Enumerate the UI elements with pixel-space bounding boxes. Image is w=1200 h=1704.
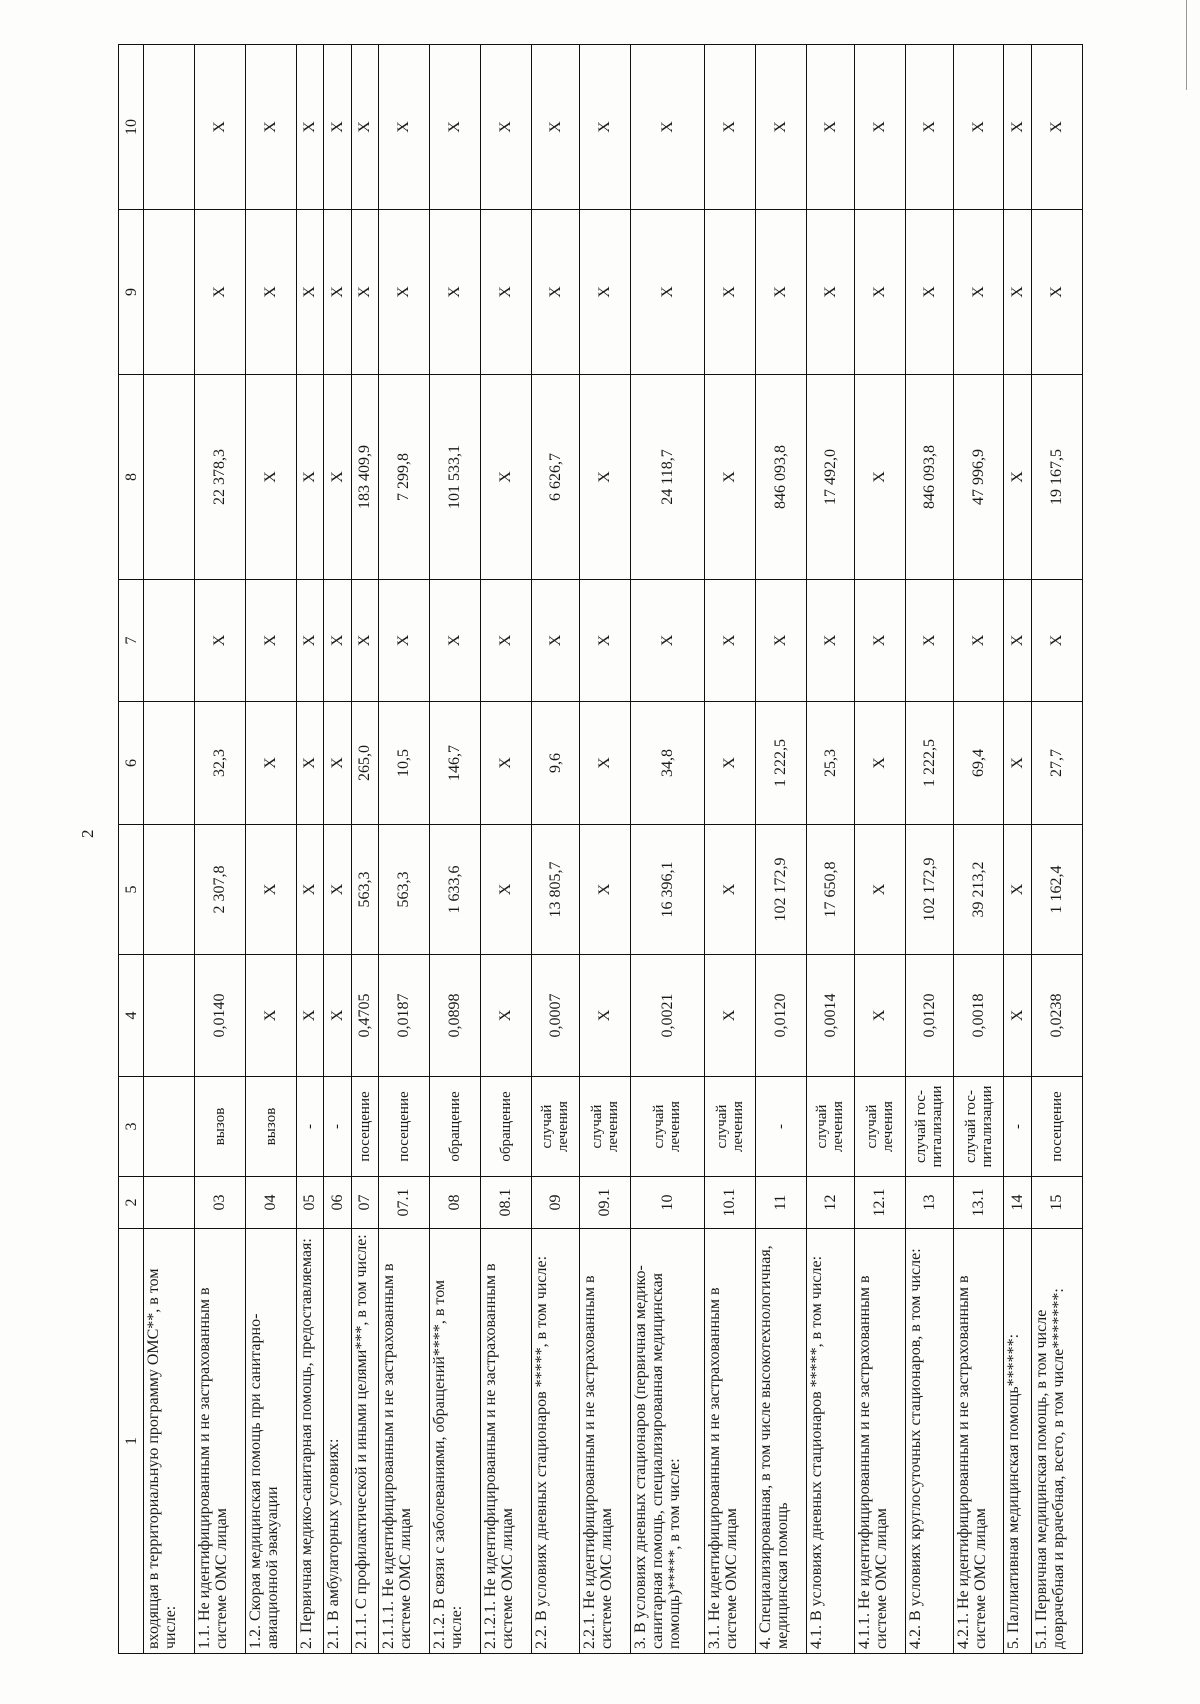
table-cell: 0,0898 xyxy=(429,955,480,1077)
table-cell: 22 378,3 xyxy=(194,375,245,580)
table-cell: Х xyxy=(324,45,351,210)
table-cell: Х xyxy=(296,825,323,955)
table-cell: 10 xyxy=(630,1177,704,1229)
table-cell xyxy=(144,210,195,375)
table-cell: 27,7 xyxy=(1031,702,1082,825)
table-cell: 2 307,8 xyxy=(194,825,245,955)
table-cell: Х xyxy=(379,210,430,375)
table-cell: 102 172,9 xyxy=(755,825,806,955)
table-cell: Х xyxy=(429,210,480,375)
table-cell: 2.1.1.1. Не идентифицированным и не застрахованным в системе ОМС лицам xyxy=(379,1229,430,1654)
table-cell: Х xyxy=(579,580,630,702)
table-cell: Х xyxy=(579,210,630,375)
table-cell: Х xyxy=(854,375,905,580)
table-cell: - xyxy=(1004,1077,1031,1177)
page-number: 2 xyxy=(78,829,97,838)
table-row xyxy=(480,45,531,1654)
table-cell: Х xyxy=(704,210,755,375)
table-row xyxy=(144,45,195,1654)
column-header: 4 xyxy=(119,955,144,1077)
table-cell: обращение xyxy=(480,1077,531,1177)
table-row xyxy=(755,45,806,1654)
table-row xyxy=(324,45,351,1654)
table-cell: обращение xyxy=(429,1077,480,1177)
table-cell: 146,7 xyxy=(429,702,480,825)
table-cell: Х xyxy=(579,702,630,825)
table-cell: 0,0007 xyxy=(531,955,579,1077)
table-cell: Х xyxy=(324,210,351,375)
table-cell: 5.1. Первичная медицинская помощь, в том числе доврачебная и врачебная, всего, в том числе*******: xyxy=(1031,1229,1082,1654)
table-cell: Х xyxy=(296,210,323,375)
table-cell: 05 xyxy=(296,1177,323,1229)
table-cell xyxy=(144,702,195,825)
table-cell: 1 633,6 xyxy=(429,825,480,955)
table-cell: Х xyxy=(905,580,953,702)
table-cell: посещение xyxy=(351,1077,378,1177)
table-cell: Х xyxy=(704,375,755,580)
table-cell: Х xyxy=(480,45,531,210)
table-cell: 17 650,8 xyxy=(806,825,854,955)
table-cell: 0,0120 xyxy=(905,955,953,1077)
table-cell: 47 996,9 xyxy=(953,375,1004,580)
table-cell: Х xyxy=(480,955,531,1077)
table-cell: Х xyxy=(854,210,905,375)
table-cell: 4.2.1. Не идентифицированным и не застрахованным в системе ОМС лицам xyxy=(953,1229,1004,1654)
table-cell: случай лечения xyxy=(531,1077,579,1177)
table-row xyxy=(351,45,378,1654)
table-cell: 1 162,4 xyxy=(1031,825,1082,955)
table-cell: 101 533,1 xyxy=(429,375,480,580)
table-cell: 34,8 xyxy=(630,702,704,825)
table-cell: 3.1. Не идентифицированным и не застрахованным в системе ОМС лицам xyxy=(704,1229,755,1654)
table-cell: Х xyxy=(1031,45,1082,210)
table-cell: 0,4705 xyxy=(351,955,378,1077)
table-cell: Х xyxy=(755,580,806,702)
table-cell: Х xyxy=(245,702,296,825)
table-cell: Х xyxy=(905,45,953,210)
table-cell: 1.2. Скорая медицинская помощь при санитарно-авиационной эвакуации xyxy=(245,1229,296,1654)
table-cell: Х xyxy=(480,825,531,955)
table-cell: 69,4 xyxy=(953,702,1004,825)
table-cell: Х xyxy=(806,45,854,210)
table-cell: Х xyxy=(854,825,905,955)
table-cell: Х xyxy=(1004,45,1031,210)
table-cell: Х xyxy=(531,580,579,702)
table-cell: 2.1. В амбулаторных условиях: xyxy=(324,1229,351,1654)
table-cell: - xyxy=(324,1077,351,1177)
table-cell xyxy=(144,955,195,1077)
table-cell: случай лечения xyxy=(806,1077,854,1177)
table-cell: Х xyxy=(854,955,905,1077)
table-row xyxy=(245,45,296,1654)
table-row xyxy=(579,45,630,1654)
table-cell: Х xyxy=(1004,825,1031,955)
table-cell: Х xyxy=(351,210,378,375)
table-cell: Х xyxy=(296,375,323,580)
table-cell: Х xyxy=(953,45,1004,210)
table-cell: Х xyxy=(1004,210,1031,375)
table-cell: 13 805,7 xyxy=(531,825,579,955)
table-cell: Х xyxy=(245,210,296,375)
table-row xyxy=(806,45,854,1654)
table-cell: Х xyxy=(630,210,704,375)
table-cell: 19 167,5 xyxy=(1031,375,1082,580)
table-cell: 03 xyxy=(194,1177,245,1229)
table-cell: Х xyxy=(296,955,323,1077)
rotated-table-sheet xyxy=(118,45,1083,1654)
table-row xyxy=(953,45,1004,1654)
table-cell: 14 xyxy=(1004,1177,1031,1229)
table-cell: 12.1 xyxy=(854,1177,905,1229)
table-cell: Х xyxy=(531,210,579,375)
table-cell: Х xyxy=(854,702,905,825)
column-header: 3 xyxy=(119,1077,144,1177)
table-cell: Х xyxy=(296,45,323,210)
table-cell: случай лечения xyxy=(579,1077,630,1177)
table-cell: Х xyxy=(755,45,806,210)
table-cell: 09.1 xyxy=(579,1177,630,1229)
table-cell: 2.1.1. С профилактической и иными целями***, в том числе: xyxy=(351,1229,378,1654)
table-cell: Х xyxy=(324,702,351,825)
table-cell: Х xyxy=(704,45,755,210)
table-cell: Х xyxy=(806,210,854,375)
table-cell: Х xyxy=(630,580,704,702)
table-cell: посещение xyxy=(1031,1077,1082,1177)
table-cell: Х xyxy=(579,375,630,580)
table-cell: 6 626,7 xyxy=(531,375,579,580)
table-cell: случай лечения xyxy=(630,1077,704,1177)
table-cell: Х xyxy=(704,702,755,825)
column-header: 10 xyxy=(119,45,144,210)
table-cell: вызов xyxy=(245,1077,296,1177)
table-cell: 4. Специализированная, в том числе высокотехнологичная, медицинская помощь xyxy=(755,1229,806,1654)
table-cell: Х xyxy=(905,210,953,375)
table-cell: 0,0021 xyxy=(630,955,704,1077)
table-cell: случай гос-питализации xyxy=(953,1077,1004,1177)
scan-edge-mark xyxy=(1186,0,1187,90)
column-header: 8 xyxy=(119,375,144,580)
table-cell: Х xyxy=(379,580,430,702)
column-header: 9 xyxy=(119,210,144,375)
table-cell: 09 xyxy=(531,1177,579,1229)
table-cell: 2.2.1. Не идентифицированным и не застрахованным в системе ОМС лицам xyxy=(579,1229,630,1654)
column-header: 5 xyxy=(119,825,144,955)
table-cell: Х xyxy=(324,825,351,955)
table-cell: Х xyxy=(379,45,430,210)
table-cell: Х xyxy=(953,210,1004,375)
table-cell: Х xyxy=(579,45,630,210)
table-cell: 7 299,8 xyxy=(379,375,430,580)
table-cell: 563,3 xyxy=(379,825,430,955)
table-cell: Х xyxy=(1031,210,1082,375)
table-cell: Х xyxy=(579,825,630,955)
table-cell: Х xyxy=(324,955,351,1077)
table-cell: Х xyxy=(480,702,531,825)
table-row xyxy=(429,45,480,1654)
table-cell: Х xyxy=(245,955,296,1077)
table-cell: 2. Первичная медико-санитарная помощь, предоставляемая: xyxy=(296,1229,323,1654)
table-cell: 9,6 xyxy=(531,702,579,825)
table-cell xyxy=(144,1177,195,1229)
table-cell: посещение xyxy=(379,1077,430,1177)
table-cell: 183 409,9 xyxy=(351,375,378,580)
table-cell: 12 xyxy=(806,1177,854,1229)
table-cell: 04 xyxy=(245,1177,296,1229)
table-cell xyxy=(144,375,195,580)
table-cell: Х xyxy=(1031,580,1082,702)
table-cell: 10,5 xyxy=(379,702,430,825)
table-cell: случай гос-питализации xyxy=(905,1077,953,1177)
table-cell: 0,0018 xyxy=(953,955,1004,1077)
table-cell: Х xyxy=(1004,955,1031,1077)
table-cell: 08 xyxy=(429,1177,480,1229)
table-cell: 13 xyxy=(905,1177,953,1229)
table-header-row xyxy=(119,45,144,1654)
table-row xyxy=(905,45,953,1654)
table-row xyxy=(1031,45,1082,1654)
column-header: 2 xyxy=(119,1177,144,1229)
table-cell: 102 172,9 xyxy=(905,825,953,955)
table-cell: 265,0 xyxy=(351,702,378,825)
data-table xyxy=(118,44,1083,1654)
table-cell: Х xyxy=(1004,702,1031,825)
table-cell: 07.1 xyxy=(379,1177,430,1229)
table-cell: 563,3 xyxy=(351,825,378,955)
table-cell: 32,3 xyxy=(194,702,245,825)
table-cell: случай лечения xyxy=(704,1077,755,1177)
table-cell: 0,0140 xyxy=(194,955,245,1077)
table-cell: Х xyxy=(704,825,755,955)
table-cell: Х xyxy=(429,580,480,702)
table-cell: 07 xyxy=(351,1177,378,1229)
table-cell: случай лечения xyxy=(854,1077,905,1177)
table-cell: 0,0187 xyxy=(379,955,430,1077)
table-cell xyxy=(144,1077,195,1177)
table-cell: 17 492,0 xyxy=(806,375,854,580)
table-cell: Х xyxy=(245,45,296,210)
table-cell: 10.1 xyxy=(704,1177,755,1229)
table-cell: Х xyxy=(854,45,905,210)
table-cell: 3. В условиях дневных стационаров (первичная медико-санитарная помощь, специализированная медицинская помощь)*****, в том числе: xyxy=(630,1229,704,1654)
table-cell: 1 222,5 xyxy=(905,702,953,825)
table-cell: Х xyxy=(806,580,854,702)
table-cell: Х xyxy=(429,45,480,210)
table-cell: входящая в территориальную программу ОМС**, в том числе: xyxy=(144,1229,195,1654)
table-cell: Х xyxy=(351,45,378,210)
table-cell: Х xyxy=(351,580,378,702)
table-cell: 0,0120 xyxy=(755,955,806,1077)
table-cell: Х xyxy=(480,375,531,580)
table-cell: Х xyxy=(531,45,579,210)
table-cell: 1 222,5 xyxy=(755,702,806,825)
table-cell: Х xyxy=(324,580,351,702)
table-cell: Х xyxy=(296,580,323,702)
table-cell: Х xyxy=(245,580,296,702)
table-cell: Х xyxy=(1004,375,1031,580)
table-cell: 0,0238 xyxy=(1031,955,1082,1077)
table-cell: 39 213,2 xyxy=(953,825,1004,955)
table-cell: 4.1. В условиях дневных стационаров *****, в том числе: xyxy=(806,1229,854,1654)
table-cell: 08.1 xyxy=(480,1177,531,1229)
table-cell: Х xyxy=(1004,580,1031,702)
column-header: 6 xyxy=(119,702,144,825)
table-cell: 2.1.2.1. Не идентифицированным и не застрахованным в системе ОМС лицам xyxy=(480,1229,531,1654)
table-cell: Х xyxy=(480,580,531,702)
table-cell: 4.2. В условиях круглосуточных стационаров, в том числе: xyxy=(905,1229,953,1654)
table-cell: Х xyxy=(579,955,630,1077)
table-cell: - xyxy=(296,1077,323,1177)
table-cell: 16 396,1 xyxy=(630,825,704,955)
column-header: 7 xyxy=(119,580,144,702)
table-row xyxy=(379,45,430,1654)
table-cell: 846 093,8 xyxy=(905,375,953,580)
table-row xyxy=(1004,45,1031,1654)
table-row xyxy=(854,45,905,1654)
table-cell: 13.1 xyxy=(953,1177,1004,1229)
table-cell: - xyxy=(755,1077,806,1177)
column-header: 1 xyxy=(119,1229,144,1654)
table-cell: Х xyxy=(324,375,351,580)
table-cell: Х xyxy=(245,825,296,955)
table-cell: 11 xyxy=(755,1177,806,1229)
table-cell: 2.1.2. В связи с заболеваниями, обращений****, в том числе: xyxy=(429,1229,480,1654)
table-cell: Х xyxy=(480,210,531,375)
table-cell: 15 xyxy=(1031,1177,1082,1229)
table-cell: 0,0014 xyxy=(806,955,854,1077)
table-row xyxy=(531,45,579,1654)
table-cell: Х xyxy=(704,955,755,1077)
table-cell: 2.2. В условиях дневных стационаров *****, в том числе: xyxy=(531,1229,579,1654)
table-cell: 846 093,8 xyxy=(755,375,806,580)
table-row xyxy=(296,45,323,1654)
table-cell: 4.1.1. Не идентифицированным и не застрахованным в системе ОМС лицам xyxy=(854,1229,905,1654)
table-cell: Х xyxy=(194,210,245,375)
table-cell: вызов xyxy=(194,1077,245,1177)
table-cell: 25,3 xyxy=(806,702,854,825)
table-cell: 24 118,7 xyxy=(630,375,704,580)
table-cell xyxy=(144,580,195,702)
table-row xyxy=(630,45,704,1654)
table-row xyxy=(194,45,245,1654)
table-cell: Х xyxy=(704,580,755,702)
table-row xyxy=(704,45,755,1654)
table-cell xyxy=(144,825,195,955)
table-cell: Х xyxy=(630,45,704,210)
table-cell: Х xyxy=(854,580,905,702)
table-cell: 1.1. Не идентифицированным и не застрахованным в системе ОМС лицам xyxy=(194,1229,245,1654)
table-cell: Х xyxy=(245,375,296,580)
table-cell: Х xyxy=(194,580,245,702)
table-cell: Х xyxy=(953,580,1004,702)
table-cell xyxy=(144,45,195,210)
table-cell: 5. Паллиативная медицинская помощь******: xyxy=(1004,1229,1031,1654)
table-cell: 06 xyxy=(324,1177,351,1229)
table-cell: Х xyxy=(194,45,245,210)
table-cell: Х xyxy=(296,702,323,825)
table-cell: Х xyxy=(755,210,806,375)
